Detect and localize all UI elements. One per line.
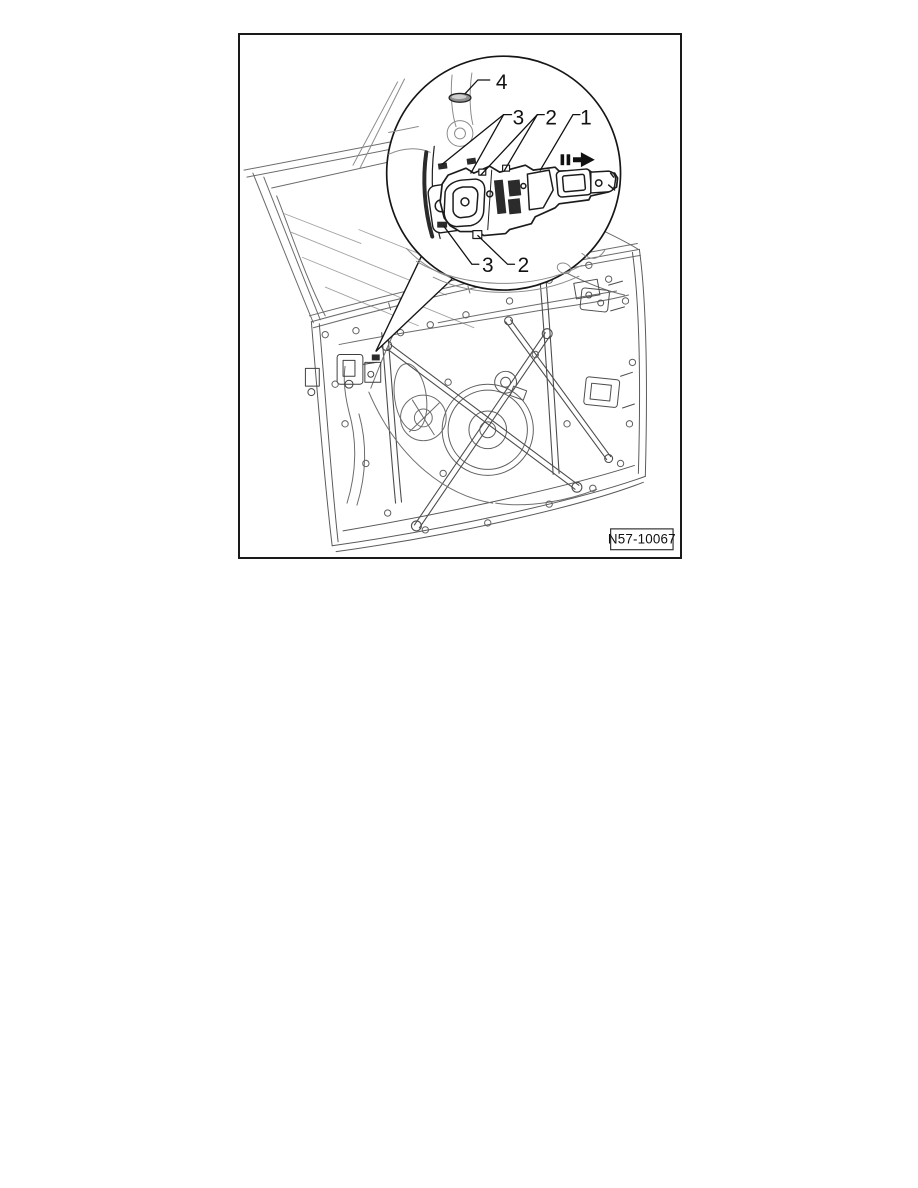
door-hinges xyxy=(574,279,635,408)
callout-1-label: 1 xyxy=(580,106,592,130)
door-handle-removal-diagram xyxy=(240,35,680,557)
speaker-opening xyxy=(442,384,533,475)
callout-3-bottom-label: 3 xyxy=(481,254,494,278)
figure-panel xyxy=(238,33,682,559)
callout-4-label: 4 xyxy=(495,70,508,94)
callout-2-top-label: 2 xyxy=(545,106,557,130)
regulator-drum xyxy=(401,395,447,441)
figure-reference-label: N57-10067 xyxy=(607,531,676,547)
callout-3-top-label: 3 xyxy=(512,106,525,130)
figure-reference xyxy=(608,529,676,550)
callout-2-bottom-label: 2 xyxy=(517,254,530,278)
